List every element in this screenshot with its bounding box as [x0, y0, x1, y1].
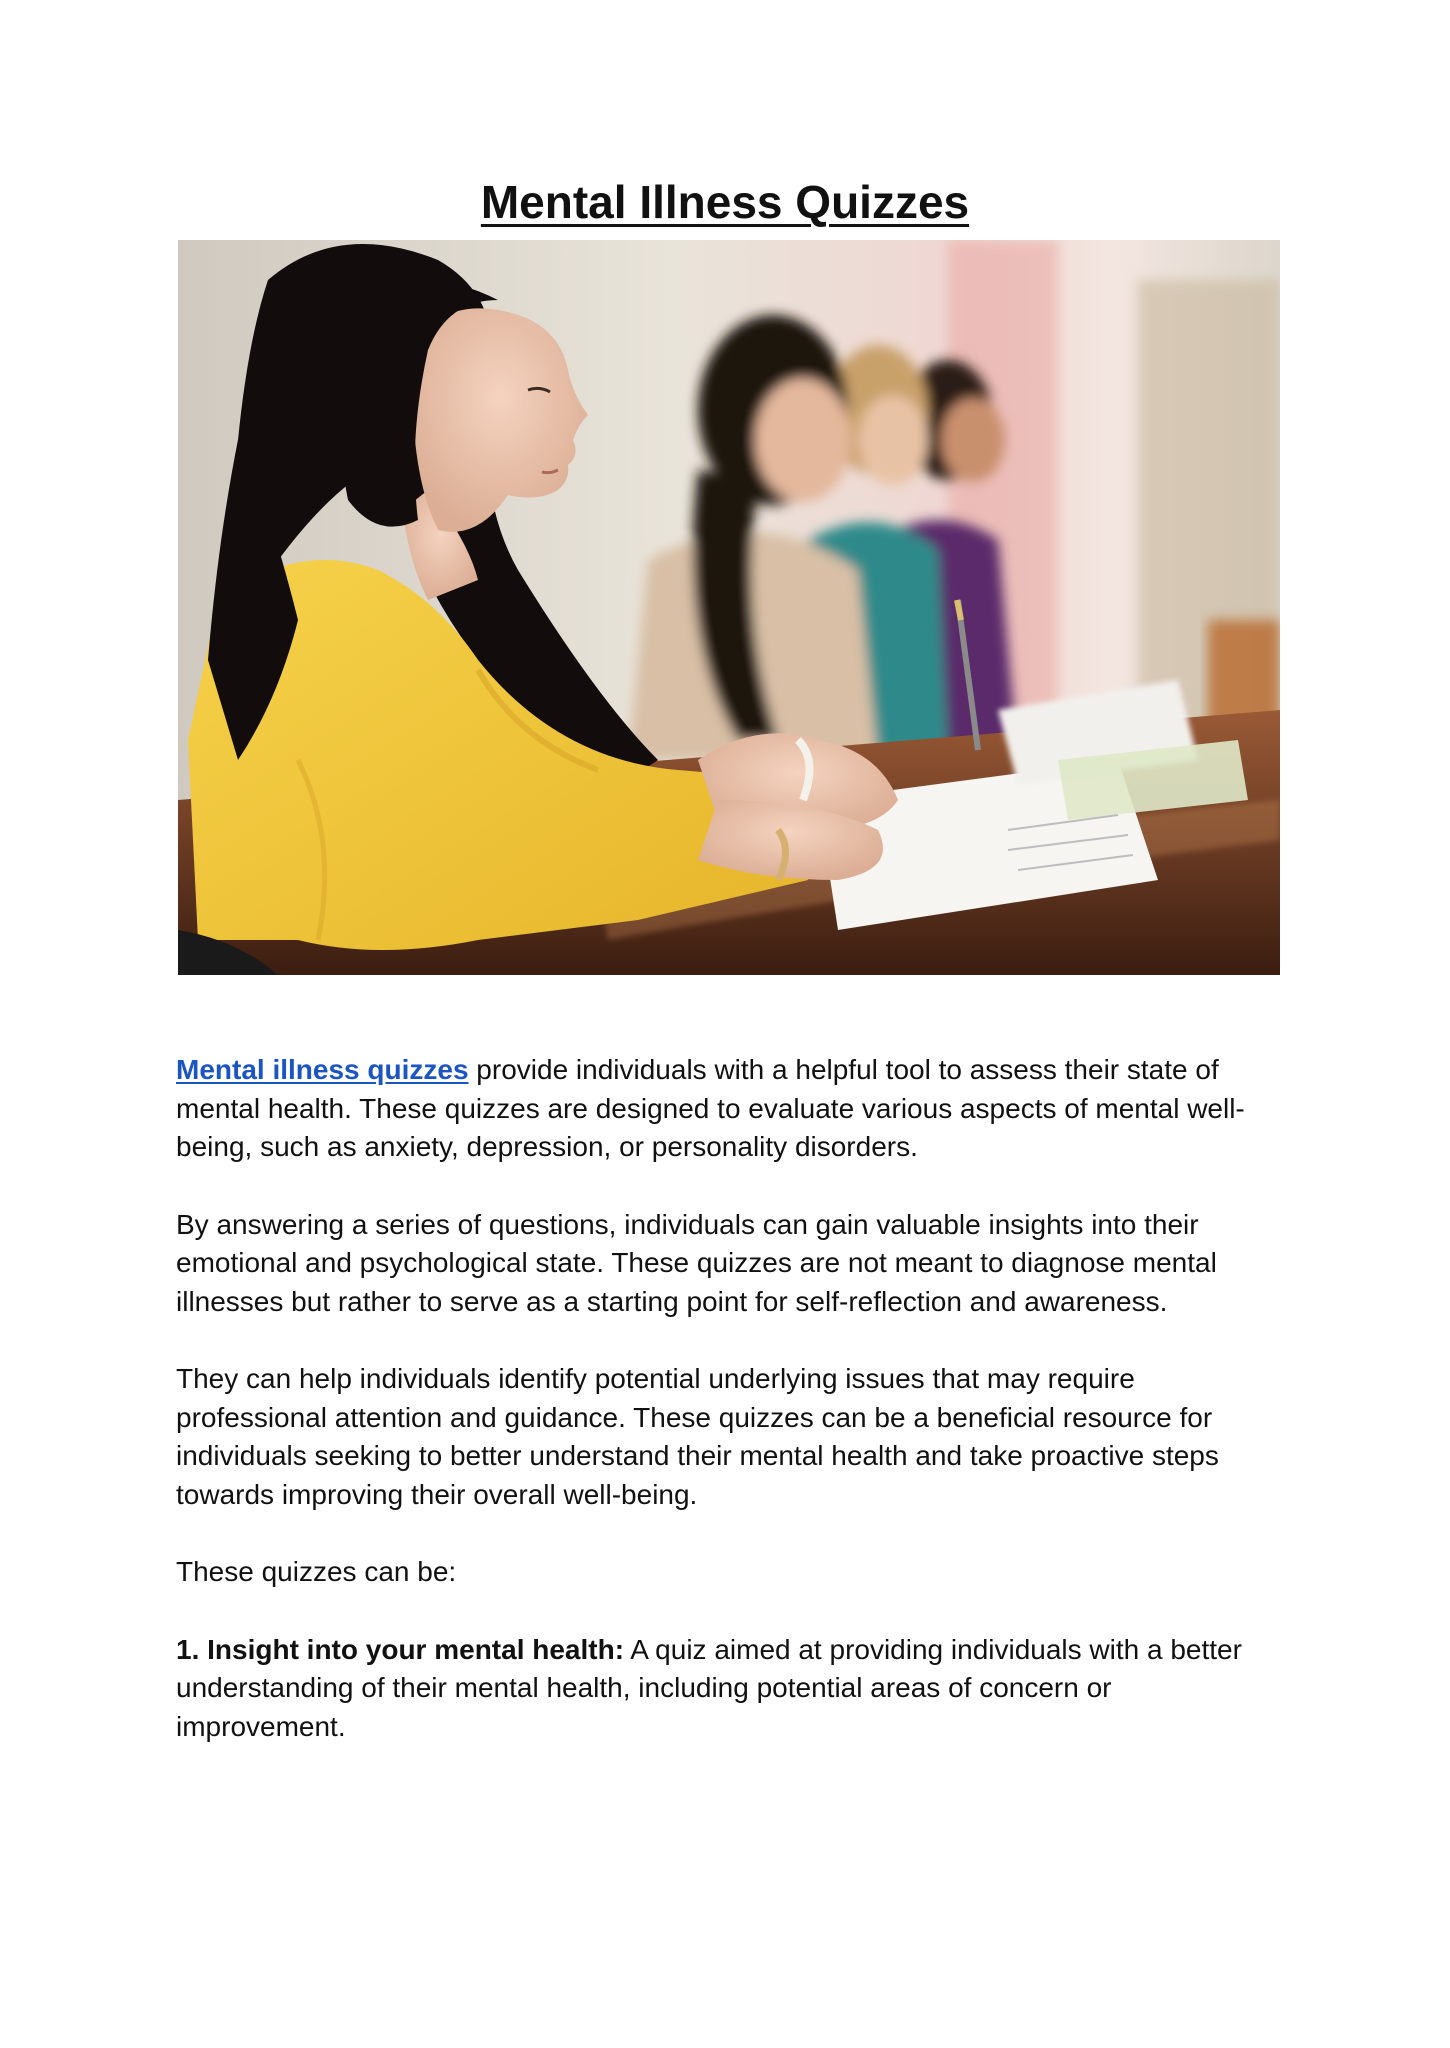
paragraph-identify: They can help individuals identify potential underlying issues that may require professional attention and guidance. These quizzes can be a beneficial resource for individuals seeking to better understand their mental health and take proactive steps towards improving their overall well-being. [176, 1363, 1219, 1510]
page-title: Mental Illness Quizzes [480, 176, 970, 228]
list-item-insight [176, 1631, 1286, 1747]
paragraph-text: provide individuals with a helpful tool to assess their state of mental health. These quizzes are designed to evaluate various aspects of mental well-being, such as anxiety, depression, or personality disorders. [176, 1054, 1245, 1162]
body-text [176, 1051, 1286, 1785]
paragraph-list-intro: These quizzes can be: [176, 1556, 457, 1587]
mental-illness-quizzes-link[interactable]: Mental illness quizzes [176, 1054, 469, 1085]
list-item-text: A quiz aimed at providing individuals with a better understanding of their mental health, including potential areas of concern or improvement. [176, 1633, 1242, 1742]
paragraph-intro [176, 1051, 1286, 1167]
classroom-photo [178, 240, 1280, 975]
list-item-heading: 1. Insight into your mental health: [176, 1633, 625, 1665]
paragraph-insights: By answering a series of questions, individuals can gain valuable insights into their emotional and psychological state. These quizzes are not meant to diagnose mental illnesses but rather to serve as a starting point for self-reflection and awareness. [176, 1208, 1217, 1317]
